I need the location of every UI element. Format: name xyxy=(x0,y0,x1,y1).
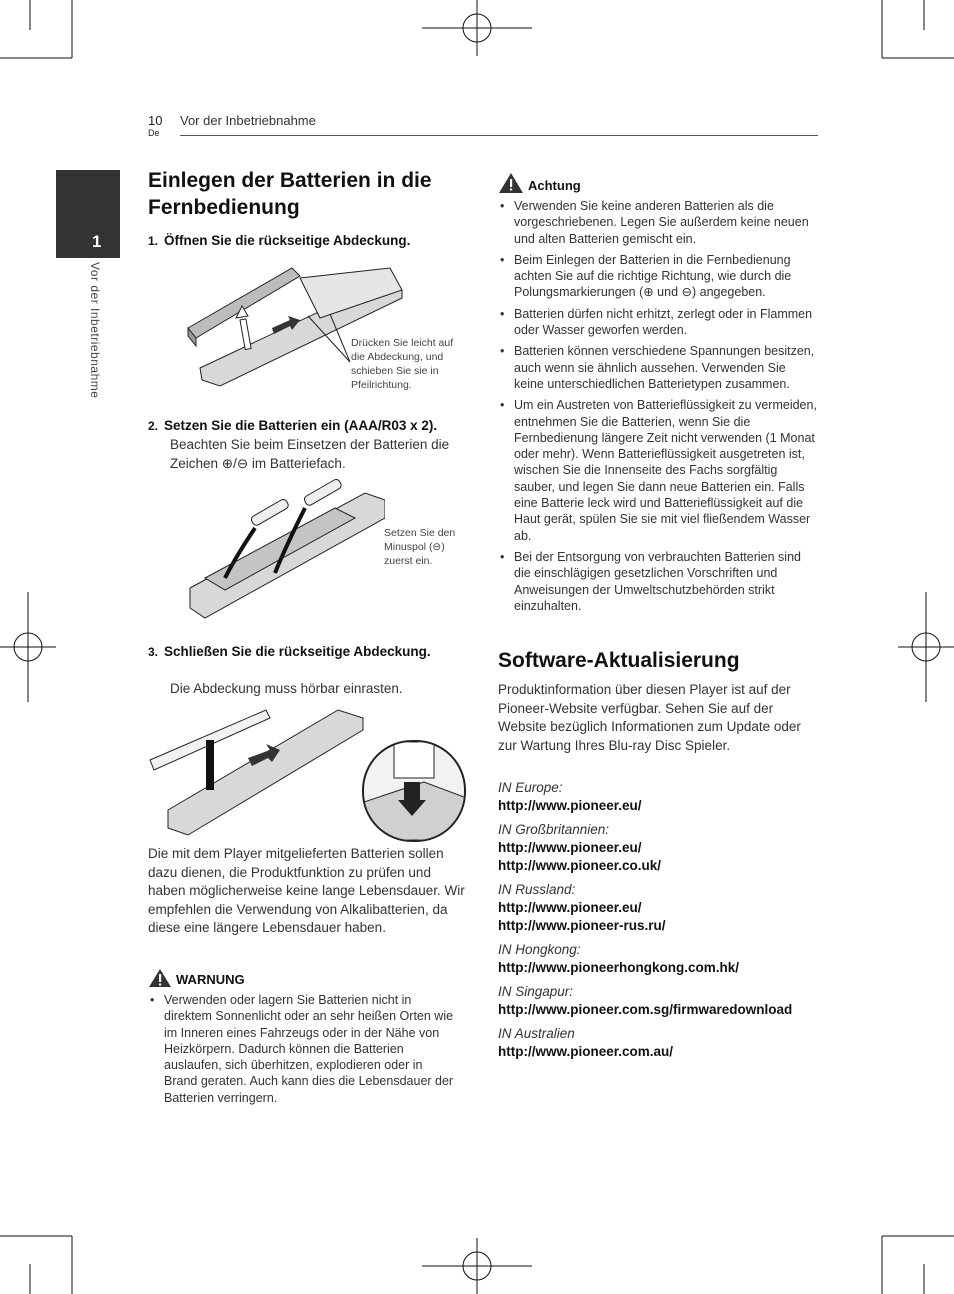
header-rule xyxy=(180,135,818,136)
list-item: • Batterien können verschiedene Spannungen besitzen, auch wenn sie ähnlich aussehen. Verwenden Sie keine unterschiedlichen Batterietypen zusammen. xyxy=(498,343,818,392)
step-2-body: Beachten Sie beim Einsetzen der Batterien die Zeichen ⊕/⊖ im Batteriefach. xyxy=(170,437,450,471)
caution-list xyxy=(498,198,818,619)
warning-heading: WARNUNG xyxy=(148,968,245,988)
caption-insert-batteries: Setzen Sie den Minuspol (⊖) zuerst ein. xyxy=(384,527,456,567)
list-item: • Verwenden oder lagern Sie Batterien nicht in direktem Sonnenlicht oder an sehr heißen Orten wie im Inneren eines Fahrzeugs oder in der Nähe von Heizkörpern. Dadurch können die Batterien auslaufen, sich überhitzen, explodieren oder in Brand geraten. Auch kann dies die Lebensdauer der Batterien verringern. xyxy=(148,992,458,1106)
list-item: • Beim Einlegen der Batterien in die Fernbedienung achten Sie auf die richtige Richtung, wie durch die Polungsmarkierungen (⊕ und ⊖) angegeben. xyxy=(498,252,818,301)
caution-icon xyxy=(498,172,524,194)
list-item: • Verwenden Sie keine anderen Batterien als die vorgeschriebenen. Legen Sie außerdem keine neuen und alten Batterien gemischt ein. xyxy=(498,198,818,247)
url-link[interactable]: http://www.pioneer.com.sg/firmwaredownload xyxy=(498,1002,793,1017)
software-intro: Produktinformation über diesen Player ist auf der Pioneer-Website verfügbar. Sehen Sie auf der Website bezüglich Informationen zum Update oder zur Wartung Ihres Blu-ray Disc Spieler. xyxy=(498,682,801,753)
url-link[interactable]: http://www.pioneer.eu/ xyxy=(498,840,642,855)
battery-info-paragraph: Die mit dem Player mitgelieferten Batterien sollen dazu dienen, die Produktfunktion zu prüfen und haben möglicherweise keine lange Lebensdauer. Wir empfehlen die Verwendung von Alkalibatterien, da diese eine längere Lebensdauer haben. xyxy=(148,846,465,936)
illustration-close-cover xyxy=(148,700,368,840)
url-link[interactable]: http://www.pioneerhongkong.com.hk/ xyxy=(498,960,739,975)
region-europe: IN Europe: http://www.pioneer.eu/ xyxy=(498,779,828,815)
step-3: 3. Schließen Sie die rückseitige Abdeckung. xyxy=(148,644,431,659)
chapter-number: 1 xyxy=(92,232,102,251)
caption-open-cover: Drücken Sie leicht auf die Abdeckung, und schieben Sie sie in Pfeilrichtung. xyxy=(351,337,454,391)
region-uk: IN Großbritannien: http://www.pioneer.eu/ http://www.pioneer.co.uk/ xyxy=(498,821,828,875)
region-links xyxy=(498,779,828,1061)
step-1: 1. Öffnen Sie die rückseitige Abdeckung. xyxy=(148,233,411,248)
url-link[interactable]: http://www.pioneer.com.au/ xyxy=(498,1044,674,1059)
running-header: Vor der Inbetriebnahme xyxy=(180,113,316,128)
url-link[interactable]: http://www.pioneer.co.uk/ xyxy=(498,858,662,873)
region-hongkong: IN Hongkong: http://www.pioneerhongkong.com.hk/ xyxy=(498,941,828,977)
list-item: • Um ein Austreten von Batterieflüssigkeit zu vermeiden, entnehmen Sie die Batterien, wenn Sie die Fernbedienung längere Zeit nicht verwenden (1 Monat oder mehr). Wenn Batterieflüssigkeit ausgetreten ist, wischen Sie die Innenseite des Fachs sorgfältig sauber, und legen Sie dann neue Batterien ein. Falls eine Batterie leck wird und Batterieflüssigkeit auf die Haut gerät, spülen Sie sie mit viel fließendem Wasser ab. xyxy=(498,397,818,544)
step-3-body: Die Abdeckung muss hörbar einrasten. xyxy=(170,681,403,696)
illustration-click-detail xyxy=(362,740,466,842)
illustration-insert-batteries xyxy=(185,478,385,626)
region-singapore: IN Singapur: http://www.pioneer.com.sg/firmwaredownload xyxy=(498,983,828,1019)
warning-list xyxy=(148,992,458,1111)
page-language: De xyxy=(148,128,160,138)
caution-heading: Achtung xyxy=(498,172,581,194)
page-number: 10 xyxy=(148,113,163,128)
region-australia: IN Australien http://www.pioneer.com.au/ xyxy=(498,1025,828,1061)
chapter-label: Vor der Inbetriebnahme xyxy=(88,262,102,399)
region-russia: IN Russland: http://www.pioneer.eu/ http://www.pioneer-rus.ru/ xyxy=(498,881,828,935)
warning-icon xyxy=(148,968,172,988)
section-title-batteries: Einlegen der Batterien in die Fernbedienung xyxy=(148,169,432,219)
list-item: • Batterien dürfen nicht erhitzt, zerlegt oder in Flammen oder Wasser geworfen werden. xyxy=(498,306,818,339)
step-2: 2. Setzen Sie die Batterien ein (AAA/R03 x 2). xyxy=(148,418,438,433)
url-link[interactable]: http://www.pioneer.eu/ xyxy=(498,900,642,915)
url-link[interactable]: http://www.pioneer.eu/ xyxy=(498,798,642,813)
chapter-tab xyxy=(56,170,120,258)
list-item: • Bei der Entsorgung von verbrauchten Batterien sind die einschlägigen gesetzlichen Vorschriften und Anweisungen der Umweltschutzbehörden strikt einzuhalten. xyxy=(498,549,818,614)
url-link[interactable]: http://www.pioneer-rus.ru/ xyxy=(498,918,666,933)
section-title-software-update: Software-Aktualisierung xyxy=(498,649,740,672)
